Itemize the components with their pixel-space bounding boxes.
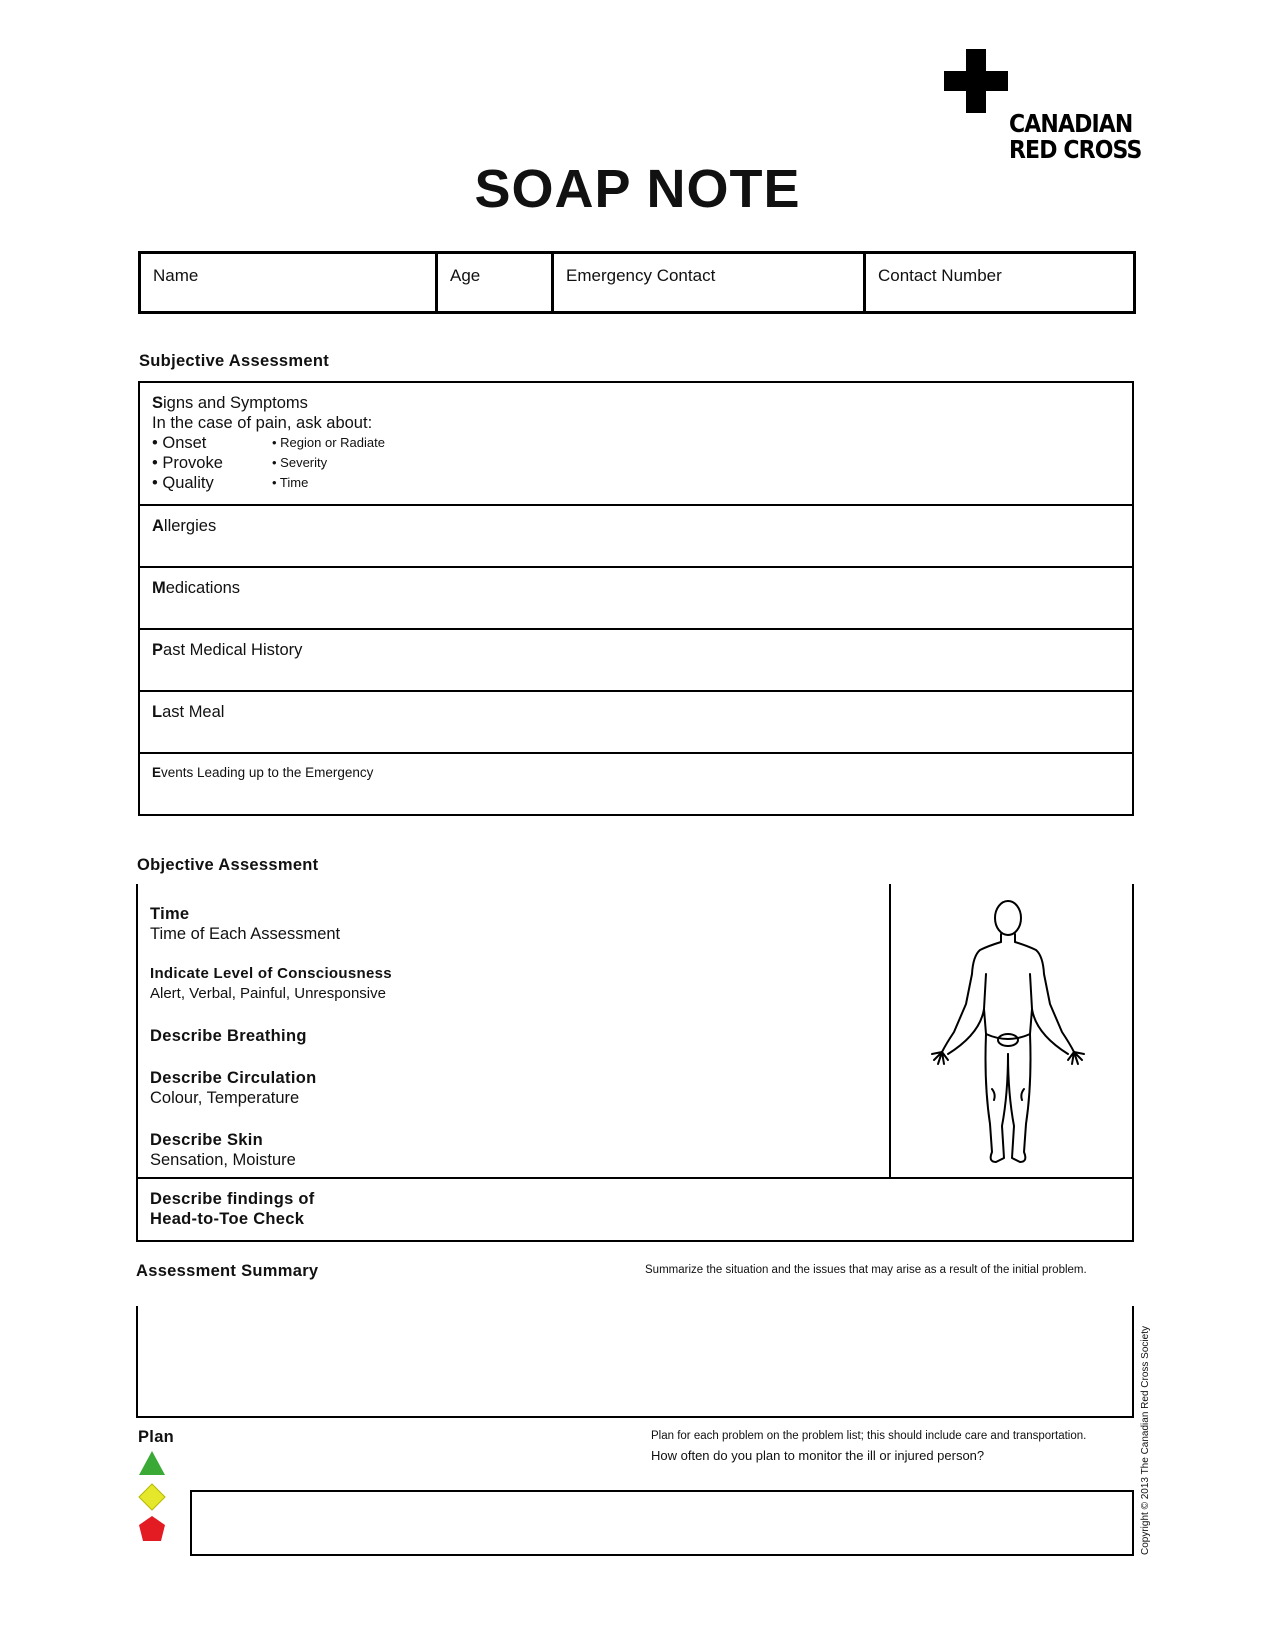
patient-info-table <box>138 251 1136 314</box>
cross-icon <box>944 49 1008 113</box>
circulation-sub: Colour, Temperature <box>150 1089 300 1107</box>
pain-intro: In the case of pain, ask about: <box>152 414 373 432</box>
breathing-block <box>150 1026 307 1046</box>
consciousness-block <box>150 964 392 1004</box>
name-field[interactable]: Name <box>141 254 438 311</box>
skin-block <box>150 1130 296 1170</box>
yellow-diamond-icon <box>137 1482 167 1512</box>
plan-heading: Plan <box>138 1428 175 1446</box>
breathing-heading: Describe Breathing <box>150 1027 307 1045</box>
body-diagram-icon[interactable] <box>918 894 1098 1169</box>
plan-note-2: How often do you plan to monitor the ill or injured person? <box>651 1448 985 1463</box>
last-meal-initial: L <box>152 703 163 721</box>
objective-table <box>136 884 1134 1242</box>
circulation-heading: Describe Circulation <box>150 1069 317 1087</box>
skin-sub: Sensation, Moisture <box>150 1151 296 1169</box>
bullet-quality: • Quality <box>152 474 214 492</box>
events-label: vents Leading up to the Emergency <box>161 765 374 780</box>
objective-fields[interactable] <box>138 884 891 1177</box>
bullet-severity: • Severity <box>272 455 328 470</box>
allergies-row[interactable] <box>140 506 1132 568</box>
opqrst-list <box>152 433 1132 493</box>
signs-initial: S <box>152 394 164 412</box>
consciousness-sub: Alert, Verbal, Painful, Unresponsive <box>150 985 386 1002</box>
objective-heading: Objective Assessment <box>137 856 319 874</box>
page-title: SOAP NOTE <box>474 159 801 219</box>
copyright-note: Copyright © 2013 The Canadian Red Cross Society <box>1140 1326 1151 1555</box>
summary-note: Summarize the situation and the issues that may arise as a result of the initial problem. <box>645 1264 1087 1276</box>
logo-line-1: CANADIAN <box>1009 109 1133 138</box>
past-history-row[interactable] <box>140 630 1132 692</box>
emergency-contact-field[interactable]: Emergency Contact <box>554 254 866 311</box>
time-block <box>150 904 340 944</box>
green-triangle-icon <box>137 1450 167 1476</box>
age-field[interactable]: Age <box>438 254 554 311</box>
time-sub: Time of Each Assessment <box>150 925 341 943</box>
head-to-toe-row[interactable] <box>138 1177 1132 1240</box>
contact-number-field[interactable]: Contact Number <box>878 266 1002 285</box>
subjective-table <box>138 381 1134 816</box>
past-history-label: ast Medical History <box>163 641 303 659</box>
bullet-onset: • Onset <box>152 434 207 452</box>
medications-label: edications <box>165 579 241 597</box>
bullet-time: • Time <box>272 475 309 490</box>
logo-line-2: RED CROSS <box>1009 135 1142 164</box>
subjective-heading: Subjective Assessment <box>139 352 330 370</box>
findings-line-1: Describe findings of <box>150 1190 315 1208</box>
findings-line-2: Head-to-Toe Check <box>150 1210 305 1228</box>
signs-symptoms-row[interactable] <box>140 383 1132 506</box>
plan-input-box[interactable] <box>190 1490 1134 1556</box>
events-initial: E <box>152 765 162 780</box>
time-heading: Time <box>150 905 190 923</box>
red-pentagon-icon <box>137 1515 167 1543</box>
allergies-label: llergies <box>163 517 217 535</box>
summary-input-box[interactable] <box>136 1306 1134 1418</box>
past-history-initial: P <box>152 641 164 659</box>
medications-initial: M <box>152 579 166 597</box>
consciousness-heading: Indicate Level of Consciousness <box>150 965 392 982</box>
logo-wordmark <box>1009 111 1141 163</box>
bullet-region: • Region or Radiate <box>272 435 385 450</box>
circulation-block <box>150 1068 316 1108</box>
signs-label: igns and Symptoms <box>163 394 308 412</box>
last-meal-label: ast Meal <box>162 703 225 721</box>
medications-row[interactable] <box>140 568 1132 630</box>
last-meal-row[interactable] <box>140 692 1132 754</box>
skin-heading: Describe Skin <box>150 1131 264 1149</box>
summary-heading: Assessment Summary <box>136 1262 319 1280</box>
plan-note-1: Plan for each problem on the problem list; this should include care and transportation. <box>651 1430 1087 1442</box>
bullet-provoke: • Provoke <box>152 454 223 472</box>
allergies-initial: A <box>152 517 164 535</box>
events-row[interactable] <box>140 754 1132 816</box>
red-cross-logo <box>944 49 1144 169</box>
